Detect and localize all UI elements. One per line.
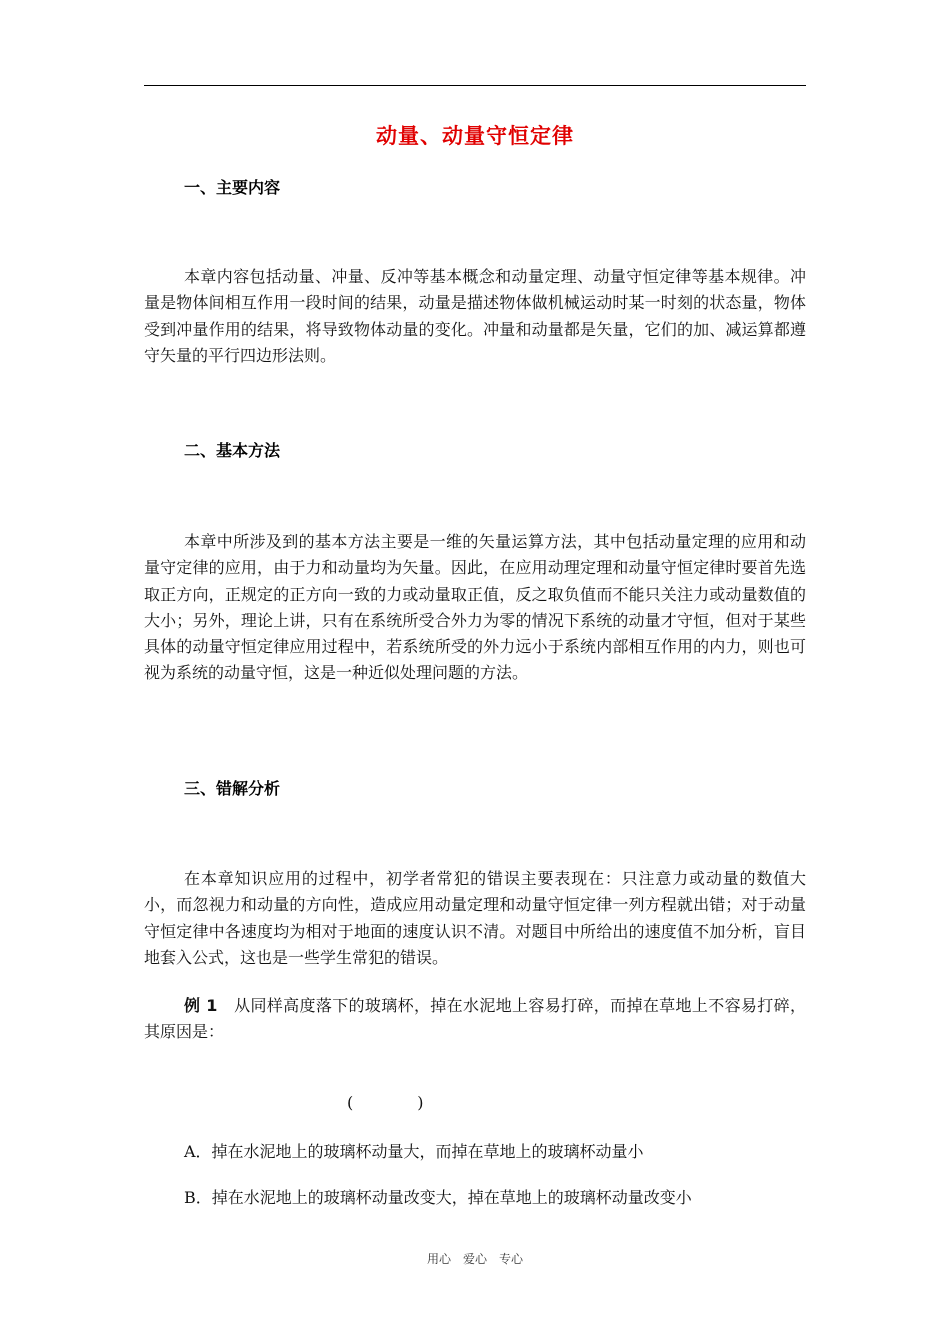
example-label: 例 1 — [184, 996, 218, 1015]
example-question — [144, 993, 806, 1046]
section-heading-main-content: 一、主要内容 — [184, 178, 281, 197]
example-text: 从同样高度落下的玻璃杯，掉在水泥地上容易打碎，而掉在草地上不容易打碎，其原因是： — [144, 996, 806, 1042]
page-title: 动量、动量守恒定律 — [376, 124, 574, 148]
section-heading-error-analysis: 三、错解分析 — [184, 779, 281, 798]
option-b: B．掉在水泥地上的玻璃杯动量改变大，掉在草地上的玻璃杯动量改变小 — [184, 1188, 692, 1207]
section-paragraph-basic-method: 本章中所涉及到的基本方法主要是一维的矢量运算方法，其中包括动量定理的应用和动量守定律的应用，由于力和动量均为矢量。因此，在应用动理定理和动量守恒定律时要首先选取正方向，正规定的正方向一致的力或动量取正值，反之取负值而不能只关注力或动量数值的大小；另外，理论上讲，只有在系统所受合外力为零的情况下系统的动量才守恒，但对于某些具体的动量守恒定律应用过程中，若系统所受的外力远小于系统内部相互作用的内力，则也可视为系统的动量守恒，这是一种近似处理问题的方法。 — [144, 532, 806, 683]
header-rule — [144, 85, 806, 86]
section-heading-basic-method: 二、基本方法 — [184, 441, 281, 460]
page-footer: 用心 爱心 专心 — [426, 1252, 523, 1266]
answer-blank: ( ) — [347, 1093, 424, 1112]
section-paragraph-error-analysis: 在本章知识应用的过程中，初学者常犯的错误主要表现在：只注意力或动量的数值大小，而忽视力和动量的方向性，造成应用动量定理和动量守恒定律一列方程就出错；对于动量守恒定律中各速度均为相对于地面的速度认识不清。对题目中所给出的速度值不加分析，盲目地套入公式，这也是一些学生常犯的错误。 — [144, 869, 806, 967]
section-paragraph-main-content: 本章内容包括动量、冲量、反冲等基本概念和动量定理、动量守恒定律等基本规律。冲量是物体间相互作用一段时间的结果，动量是描述物体做机械运动时某一时刻的状态量，物体受到冲量作用的结果，将导致物体动量的变化。冲量和动量都是矢量，它们的加、减运算都遵守矢量的平行四边形法则。 — [144, 267, 806, 365]
option-a: A．掉在水泥地上的玻璃杯动量大，而掉在草地上的玻璃杯动量小 — [184, 1142, 644, 1161]
